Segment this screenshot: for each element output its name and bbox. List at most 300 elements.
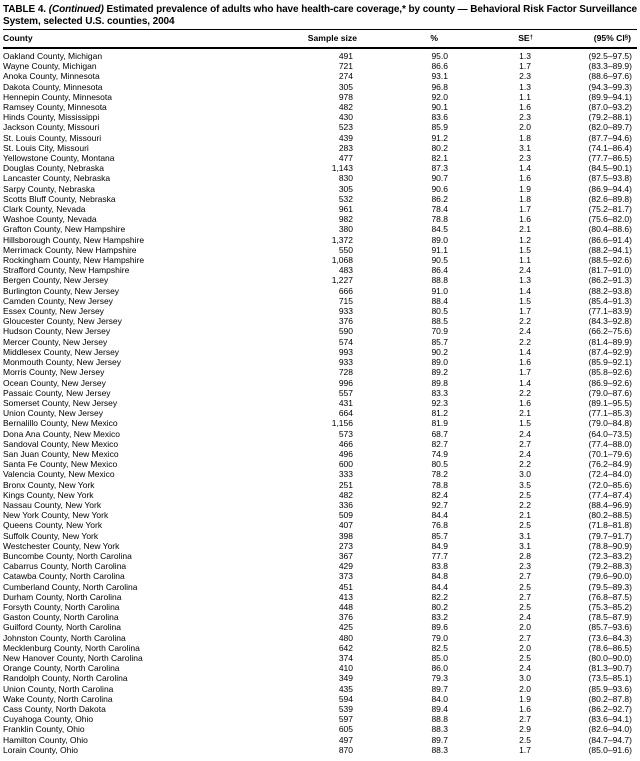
cell-sample-size: 466	[338, 438, 353, 449]
cell-percent: 90.6	[431, 183, 448, 194]
cell-sample-size: 1,068	[331, 255, 353, 266]
cell-county: Dona Ana County, New Mexico	[3, 428, 121, 439]
cell-se: 3.1	[519, 142, 531, 153]
table-row	[3, 214, 637, 224]
cell-county: Durham County, North Carolina	[3, 591, 122, 602]
cell-county: Somerset County, New Jersey	[3, 397, 118, 408]
cell-percent: 82.7	[431, 438, 448, 449]
cell-se: 2.3	[519, 112, 531, 123]
cell-county: Cumberland County, North Carolina	[3, 581, 138, 592]
table-row	[3, 745, 637, 755]
cell-county: Ramsey County, Minnesota	[3, 102, 107, 113]
section-footnote-marker: §	[624, 34, 629, 41]
cell-county: Randolph County, North Carolina	[3, 673, 128, 684]
cell-ci: (83.6–94.1)	[588, 714, 632, 725]
table-row	[3, 194, 637, 204]
cell-ci: (81.3–90.7)	[588, 663, 632, 674]
cell-ci: (72.0–85.6)	[588, 479, 632, 490]
cell-percent: 96.8	[431, 81, 448, 92]
cell-ci: (66.2–75.6)	[588, 326, 632, 337]
cell-ci: (87.0–93.2)	[588, 102, 632, 113]
cell-sample-size: 933	[338, 306, 353, 317]
table-header-row	[3, 30, 637, 49]
table-row	[3, 520, 637, 530]
cell-percent: 88.3	[431, 744, 448, 755]
cell-sample-size: 497	[338, 734, 353, 745]
cell-county: Gloucester County, New Jersey	[3, 316, 122, 327]
cell-ci: (73.5–85.1)	[588, 673, 632, 684]
column-header-county: County	[3, 30, 301, 49]
cell-sample-size: 482	[338, 489, 353, 500]
cell-se: 1.3	[519, 81, 531, 92]
cell-ci: (80.0–90.0)	[588, 652, 632, 663]
cell-se: 1.5	[519, 244, 531, 255]
cell-percent: 88.4	[431, 295, 448, 306]
table-title	[3, 4, 637, 27]
cell-ci: (86.9–92.6)	[588, 377, 632, 388]
cell-county: Hudson County, New Jersey	[3, 326, 111, 337]
table-row	[3, 326, 637, 336]
cell-sample-size: 666	[338, 285, 353, 296]
table-row	[3, 286, 637, 296]
cell-ci: (70.1–79.6)	[588, 448, 632, 459]
cell-sample-size: 483	[338, 265, 353, 276]
cell-ci: (81.4–89.9)	[588, 336, 632, 347]
table-row	[3, 184, 637, 194]
cell-se: 1.9	[519, 183, 531, 194]
cell-ci: (80.2–88.5)	[588, 510, 632, 521]
table-row	[3, 582, 637, 592]
cell-se: 2.5	[519, 489, 531, 500]
cell-county: Hamilton County, Ohio	[3, 734, 88, 745]
cell-ci: (88.5–92.6)	[588, 255, 632, 266]
cell-county: Oakland County, Michigan	[3, 51, 103, 61]
cell-percent: 95.0	[431, 51, 448, 61]
cell-se: 2.8	[519, 550, 531, 561]
cell-se: 1.5	[519, 295, 531, 306]
cell-sample-size: 870	[338, 744, 353, 755]
cell-percent: 90.5	[431, 255, 448, 266]
cell-sample-size: 664	[338, 408, 353, 419]
table-row	[3, 408, 637, 418]
cell-county: Jackson County, Missouri	[3, 122, 100, 133]
table-row	[3, 633, 637, 643]
cell-sample-size: 373	[338, 571, 353, 582]
cell-county: St. Louis City, Missouri	[3, 142, 89, 153]
cell-sample-size: 830	[338, 173, 353, 184]
cell-ci: (84.7–94.7)	[588, 734, 632, 745]
table-row	[3, 143, 637, 153]
cell-se: 2.4	[519, 612, 531, 623]
cell-sample-size: 978	[338, 91, 353, 102]
table-row	[3, 265, 637, 275]
cell-sample-size: 451	[338, 581, 353, 592]
table-row	[3, 704, 637, 714]
cell-county: Hillsborough County, New Hampshire	[3, 234, 145, 245]
cell-sample-size: 413	[338, 591, 353, 602]
cell-sample-size: 574	[338, 336, 353, 347]
cell-sample-size: 721	[338, 61, 353, 72]
cell-percent: 88.3	[431, 724, 448, 735]
cell-ci: (86.2–92.7)	[588, 704, 632, 714]
cell-sample-size: 273	[338, 540, 353, 551]
table-row	[3, 694, 637, 704]
cell-ci: (86.2–91.3)	[588, 275, 632, 286]
cell-ci: (80.2–87.8)	[588, 693, 632, 704]
cell-ci: (85.7–93.6)	[588, 622, 632, 633]
cell-sample-size: 600	[338, 459, 353, 470]
cell-percent: 93.1	[431, 71, 448, 82]
cell-sample-size: 477	[338, 153, 353, 164]
cell-sample-size: 1,372	[331, 234, 353, 245]
cell-se: 2.4	[519, 663, 531, 674]
cell-sample-size: 333	[338, 469, 353, 480]
cell-county: Suffolk County, New York	[3, 530, 99, 541]
cell-county: Gaston County, North Carolina	[3, 612, 119, 623]
cell-se: 2.3	[519, 153, 531, 164]
cell-sample-size: 429	[338, 561, 353, 572]
cell-county: Douglas County, Nebraska	[3, 163, 104, 174]
cell-se: 1.1	[519, 255, 531, 266]
table-row	[3, 367, 637, 377]
cell-se: 2.0	[519, 622, 531, 633]
cell-se: 2.4	[519, 428, 531, 439]
cell-sample-size: 374	[338, 652, 353, 663]
table-row	[3, 673, 637, 683]
table-row	[3, 133, 637, 143]
cell-se: 1.8	[519, 193, 531, 204]
table-row	[3, 153, 637, 163]
table-row	[3, 602, 637, 612]
table-row	[3, 459, 637, 469]
cell-county: Merrimack County, New Hampshire	[3, 244, 137, 255]
table-row	[3, 449, 637, 459]
cell-county: Lancaster County, Nebraska	[3, 173, 111, 184]
cell-percent: 79.3	[431, 673, 448, 684]
cell-sample-size: 305	[338, 81, 353, 92]
cell-se: 1.7	[519, 204, 531, 215]
table-continued-label: (Continued)	[48, 4, 104, 15]
cell-county: Monmouth County, New Jersey	[3, 357, 121, 368]
cell-county: Valencia County, New Mexico	[3, 469, 115, 480]
cell-county: Lorain County, Ohio	[3, 744, 78, 755]
cell-se: 1.7	[519, 61, 531, 72]
cell-se: 2.3	[519, 71, 531, 82]
cell-se: 2.9	[519, 724, 531, 735]
table-row	[3, 204, 637, 214]
table-row	[3, 357, 637, 367]
cell-percent: 90.7	[431, 173, 448, 184]
cell-se: 2.0	[519, 642, 531, 653]
cell-se: 1.8	[519, 132, 531, 143]
table-row	[3, 82, 637, 92]
cell-county: Morris County, New Jersey	[3, 367, 105, 378]
column-header-se	[449, 30, 533, 49]
cell-se: 2.1	[519, 510, 531, 521]
cell-sample-size: 435	[338, 683, 353, 694]
cell-ci: (87.4–92.9)	[588, 346, 632, 357]
cell-ci: (72.4–84.0)	[588, 469, 632, 480]
cell-sample-size: 496	[338, 448, 353, 459]
table-row	[3, 551, 637, 561]
cell-county: New York County, New York	[3, 510, 109, 521]
cell-ci: (88.4–96.9)	[588, 499, 632, 510]
cell-ci: (78.8–90.9)	[588, 540, 632, 551]
table-row	[3, 275, 637, 285]
cell-sample-size: 425	[338, 622, 353, 633]
cell-percent: 91.2	[431, 132, 448, 143]
cell-se: 3.0	[519, 469, 531, 480]
table-row	[3, 612, 637, 622]
table-row	[3, 173, 637, 183]
cell-se: 2.0	[519, 122, 531, 133]
cell-county: Grafton County, New Hampshire	[3, 224, 126, 235]
cell-se: 2.7	[519, 714, 531, 725]
cell-county: Hinds County, Mississippi	[3, 112, 100, 123]
cell-county: Scotts Bluff County, Nebraska	[3, 193, 116, 204]
cell-se: 2.1	[519, 408, 531, 419]
cell-percent: 89.6	[431, 622, 448, 633]
cell-ci: (77.4–88.0)	[588, 438, 632, 449]
cell-ci: (82.6–94.0)	[588, 724, 632, 735]
cell-percent: 85.0	[431, 652, 448, 663]
cell-sample-size: 349	[338, 673, 353, 684]
cell-sample-size: 431	[338, 397, 353, 408]
table-row	[3, 480, 637, 490]
cell-se: 1.6	[519, 397, 531, 408]
cell-ci: (85.9–92.1)	[588, 357, 632, 368]
cell-se: 3.1	[519, 540, 531, 551]
cell-sample-size: 1,156	[331, 418, 353, 429]
cell-se: 1.3	[519, 51, 531, 61]
cell-sample-size: 961	[338, 204, 353, 215]
cell-ci: (76.2–84.9)	[588, 459, 632, 470]
cell-se: 2.4	[519, 326, 531, 337]
table-row	[3, 92, 637, 102]
cell-county: Mecklenburg County, North Carolina	[3, 642, 140, 653]
cell-percent: 84.8	[431, 571, 448, 582]
table-row	[3, 531, 637, 541]
cell-sample-size: 367	[338, 550, 353, 561]
cell-percent: 81.9	[431, 418, 448, 429]
cell-se: 1.1	[519, 91, 531, 102]
cell-ci: (94.3–99.3)	[588, 81, 632, 92]
cell-percent: 78.8	[431, 479, 448, 490]
table-row	[3, 255, 637, 265]
cell-county: Union County, New Jersey	[3, 408, 103, 419]
table-row	[3, 71, 637, 81]
cell-se: 1.4	[519, 163, 531, 174]
cell-county: Sarpy County, Nebraska	[3, 183, 95, 194]
cell-ci: (76.8–87.5)	[588, 591, 632, 602]
table-title-text: Estimated prevalence of adults who have health-care coverage,* by county — Behavioral Risk Factor Surveillance System, selected U.S. counties, 2004	[3, 4, 638, 27]
cell-ci: (86.9–94.4)	[588, 183, 632, 194]
cell-sample-size: 274	[338, 71, 353, 82]
cell-se: 3.1	[519, 530, 531, 541]
table-row	[3, 510, 637, 520]
cell-county: New Hanover County, North Carolina	[3, 652, 143, 663]
cell-percent: 78.2	[431, 469, 448, 480]
cell-ci: (80.4–88.6)	[588, 224, 632, 235]
cell-se: 2.7	[519, 438, 531, 449]
cell-percent: 89.0	[431, 357, 448, 368]
table-row	[3, 306, 637, 316]
cell-county: Wayne County, Michigan	[3, 61, 97, 72]
cell-ci: (77.1–85.3)	[588, 408, 632, 419]
cell-percent: 86.4	[431, 265, 448, 276]
table-row	[3, 102, 637, 112]
table-row	[3, 653, 637, 663]
cell-sample-size: 283	[338, 142, 353, 153]
cell-county: St. Louis County, Missouri	[3, 132, 102, 143]
table-row	[3, 622, 637, 632]
cell-sample-size: 1,143	[331, 163, 353, 174]
cell-se: 1.6	[519, 102, 531, 113]
cell-ci: (71.8–81.8)	[588, 520, 632, 531]
cell-ci: (79.0–84.8)	[588, 418, 632, 429]
cell-percent: 87.3	[431, 163, 448, 174]
cell-county: Nassau County, New York	[3, 499, 102, 510]
cell-sample-size: 982	[338, 214, 353, 225]
cell-se: 2.5	[519, 520, 531, 531]
table-row	[3, 245, 637, 255]
cell-se: 1.4	[519, 346, 531, 357]
cell-percent: 83.2	[431, 612, 448, 623]
cell-percent: 80.5	[431, 459, 448, 470]
cell-ci: (89.9–94.1)	[588, 91, 632, 102]
cell-county: Bernalillo County, New Mexico	[3, 418, 118, 429]
cell-ci: (77.1–83.9)	[588, 306, 632, 317]
cell-percent: 88.8	[431, 714, 448, 725]
cell-ci: (81.7–91.0)	[588, 265, 632, 276]
cell-percent: 84.4	[431, 510, 448, 521]
cell-county: Passaic County, New Jersey	[3, 387, 111, 398]
cell-ci: (74.1–86.4)	[588, 142, 632, 153]
table-row	[3, 724, 637, 734]
cell-sample-size: 509	[338, 510, 353, 521]
cell-se: 2.0	[519, 683, 531, 694]
column-header-ci	[533, 30, 637, 49]
cell-sample-size: 605	[338, 724, 353, 735]
cell-percent: 88.5	[431, 316, 448, 327]
cell-percent: 84.4	[431, 581, 448, 592]
cell-sample-size: 448	[338, 601, 353, 612]
cell-percent: 70.9	[431, 326, 448, 337]
cell-sample-size: 380	[338, 224, 353, 235]
table-row	[3, 112, 637, 122]
cell-ci: (75.3–85.2)	[588, 601, 632, 612]
cell-se: 2.2	[519, 459, 531, 470]
cell-ci: (87.7–94.6)	[588, 132, 632, 143]
dagger-footnote-marker: †	[529, 34, 533, 41]
se-label: SE	[518, 33, 530, 43]
cell-county: Mercer County, New Jersey	[3, 336, 108, 347]
cell-county: Cuyahoga County, Ohio	[3, 714, 94, 725]
cell-se: 2.7	[519, 571, 531, 582]
cell-percent: 91.0	[431, 285, 448, 296]
table-row	[3, 48, 637, 61]
cell-se: 2.4	[519, 265, 531, 276]
cell-percent: 89.7	[431, 734, 448, 745]
cell-county: Middlesex County, New Jersey	[3, 346, 120, 357]
cell-percent: 82.4	[431, 489, 448, 500]
cell-percent: 89.8	[431, 377, 448, 388]
cell-sample-size: 993	[338, 346, 353, 357]
cell-sample-size: 376	[338, 612, 353, 623]
cell-percent: 86.0	[431, 663, 448, 674]
cell-percent: 78.8	[431, 214, 448, 225]
table-row	[3, 643, 637, 653]
cell-county: Camden County, New Jersey	[3, 295, 113, 306]
cell-ci: (85.0–91.6)	[588, 744, 632, 755]
table-row	[3, 714, 637, 724]
cell-county: Guilford County, North Carolina	[3, 622, 121, 633]
cell-percent: 80.2	[431, 601, 448, 612]
cell-percent: 81.2	[431, 408, 448, 419]
cell-sample-size: 539	[338, 704, 353, 714]
cell-percent: 82.2	[431, 591, 448, 602]
cell-sample-size: 305	[338, 183, 353, 194]
cell-sample-size: 376	[338, 316, 353, 327]
column-header-sample-size: Sample size	[301, 30, 357, 49]
cell-se: 2.2	[519, 316, 531, 327]
cell-ci: (82.6–89.8)	[588, 193, 632, 204]
cell-percent: 80.2	[431, 142, 448, 153]
cell-sample-size: 439	[338, 132, 353, 143]
cell-percent: 92.0	[431, 91, 448, 102]
cell-percent: 90.2	[431, 346, 448, 357]
cell-se: 1.9	[519, 693, 531, 704]
cell-ci: (89.1–95.5)	[588, 397, 632, 408]
cell-county: Queens County, New York	[3, 520, 103, 531]
cell-county: Burlington County, New Jersey	[3, 285, 120, 296]
cell-percent: 84.0	[431, 693, 448, 704]
cell-ci: (85.8–92.6)	[588, 367, 632, 378]
cell-county: Sandoval County, New Mexico	[3, 438, 119, 449]
cell-county: Santa Fe County, New Mexico	[3, 459, 118, 470]
cell-percent: 74.9	[431, 448, 448, 459]
table-row	[3, 224, 637, 234]
table-row	[3, 735, 637, 745]
cell-percent: 84.5	[431, 224, 448, 235]
cell-percent: 82.1	[431, 153, 448, 164]
cell-sample-size: 550	[338, 244, 353, 255]
cell-sample-size: 590	[338, 326, 353, 337]
table-label: TABLE 4.	[3, 4, 46, 15]
cell-se: 1.7	[519, 744, 531, 755]
table-row	[3, 541, 637, 551]
cell-sample-size: 597	[338, 714, 353, 725]
cell-county: Yellowstone County, Montana	[3, 153, 115, 164]
cell-sample-size: 728	[338, 367, 353, 378]
table-row	[3, 398, 637, 408]
cell-ci: (72.3–83.2)	[588, 550, 632, 561]
cell-sample-size: 336	[338, 499, 353, 510]
cell-percent: 85.9	[431, 122, 448, 133]
table-row	[3, 61, 637, 71]
table-row	[3, 663, 637, 673]
cell-county: Clark County, Nevada	[3, 204, 86, 215]
cell-se: 2.5	[519, 601, 531, 612]
table-row	[3, 347, 637, 357]
table-row	[3, 418, 637, 428]
cell-county: Ocean County, New Jersey	[3, 377, 106, 388]
cell-sample-size: 398	[338, 530, 353, 541]
cell-se: 2.3	[519, 561, 531, 572]
cell-county: Johnston County, North Carolina	[3, 632, 126, 643]
cell-sample-size: 410	[338, 663, 353, 674]
cell-ci: (78.6–86.5)	[588, 642, 632, 653]
